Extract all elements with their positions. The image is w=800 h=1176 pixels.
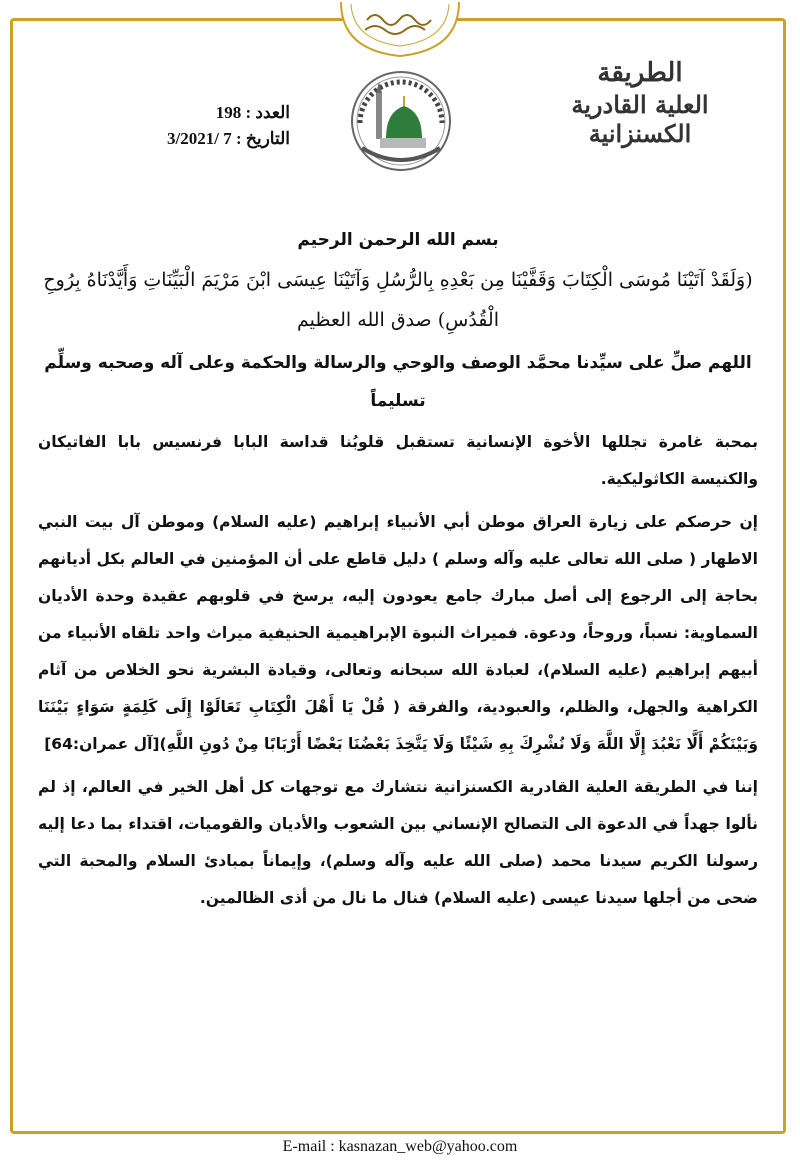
issue-number: العدد : 198 bbox=[215, 103, 290, 122]
salawat: اللهم صلِّ على سيِّدنا محمَّد الوصف والوحي والرسالة والحكمة وعلى آله وصحبه وسلِّم تسليماً bbox=[44, 353, 752, 411]
paragraph-tariqa: إننا في الطريقة العلية القادرية الكسنزانية نتشارك مع توجهات كل أهل الخير في العالم، إذ لم نألوا جهداً في الدعوة الى التصالح الإنساني بين الشعوب والأديان والقوميات، اقتداء بما دعا إليه رسولنا الكريم سيدنا محمد (صلى الله عليه وآله وسلم)، وإيماناً بمبادئ السلام والمحبة التي ضحى من أجلها سيدنا عيسى (عليه السلام) فنال ما نال من أذى الظالمين. bbox=[38, 778, 758, 907]
calligraphy-ornament bbox=[337, 0, 463, 58]
org-name-line2: العلية القادرية الكسنزانية bbox=[571, 90, 709, 148]
organization-name bbox=[520, 58, 760, 148]
paragraph-welcome: بمحبة غامرة تجللها الأخوة الإنسانية تستقبل قلوبُنا قداسة البابا فرنسيس بابا الفاتيكان والكنيسة الكاثوليكية. bbox=[38, 433, 758, 488]
paragraph-visit: إن حرصكم على زيارة العراق موطن أبي الأنبياء إبراهيم (عليه السلام) وموطن آل بيت النبي الاطهار ( صلى الله تعالى عليه وآله وسلم ) دليل قاطع على أن المؤمنين في العالم بكل أديانهم بحاجة إلى الرجوع إلى أصل مبارك جامع يعودون إليه، يرسخ في قلوبهم عقيدة وحدة الأديان السماوية: نسباً، وروحاً، ودعوة. فميراث النبوة الإبراهيمية الحنيفية ميراث واحد تلقاه الأنبياء من أبيهم إبراهيم (عليه السلام)، لعبادة الله سبحانه وتعالى، وقيادة البشرية نحو الخلاص من آثام الكراهية والجهل، والظلم، والعبودية، والفرقة ( قُلْ يَا أَهْلَ الْكِتَابِ تَعَالَوْا إِلَى كَلِمَةٍ سَوَاءٍ بَيْنَنَا وَبَيْنَكُمْ أَلَّا نَعْبُدَ إِلَّا اللَّهَ وَلَا نُشْرِكَ بِهِ شَيْئًا وَلَا يَتَّخِذَ بَعْضُنَا بَعْضًا أَرْبَابًا مِنْ دُونِ اللَّهِ)[آل عمران:64] bbox=[38, 513, 758, 753]
basmala: بسم الله الرحمن الرحيم bbox=[297, 230, 499, 250]
org-name-line1: الطريقة bbox=[597, 58, 683, 88]
mosque-dome-emblem bbox=[350, 68, 452, 174]
document-meta bbox=[110, 100, 290, 152]
letter-body bbox=[38, 230, 758, 923]
issue-date: التاريخ : 7 /3/2021 bbox=[166, 129, 290, 148]
footer-email: E-mail : kasnazan_web@yahoo.com bbox=[282, 1138, 518, 1155]
quran-verse: (وَلَقَدْ آتَيْنَا مُوسَى الْكِتَابَ وَقَفَّيْنَا مِن بَعْدِهِ بِالرُّسُلِ وَآتَيْنَا عِيسَى ابْنَ مَرْيَمَ الْبَيِّنَاتِ وَأَيَّدْنَاهُ بِرُوحِ الْقُدُسِ) صدق الله العظيم bbox=[43, 269, 753, 331]
